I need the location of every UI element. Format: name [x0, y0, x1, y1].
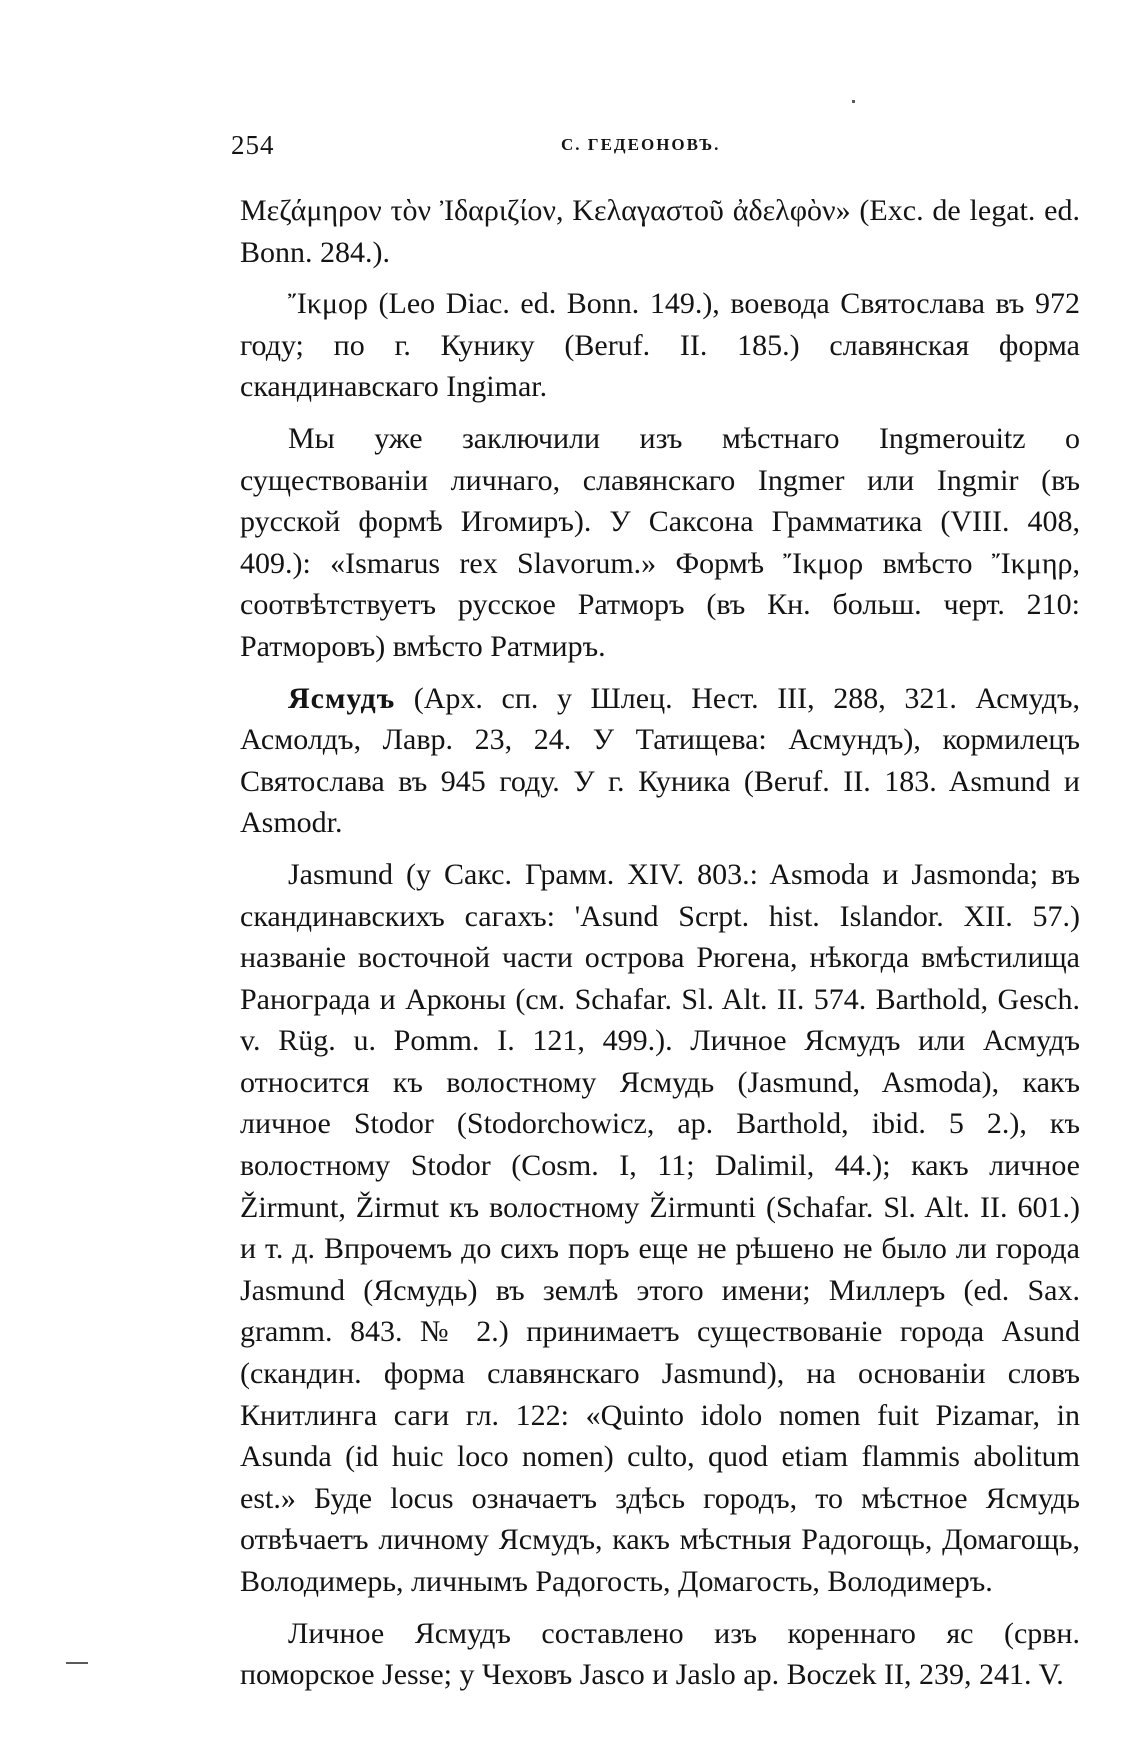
stray-dot-mark [852, 100, 855, 103]
paragraph-jasmund: Jasmund (у Сакс. Грамм. XIV. 803.: Asmoda и Jasmonda; въ скандинавскихъ сагахъ: 'Asund Scrpt. hist. Islandor. XII. 57.) названіе восточной части острова Рюгена, нѣкогда вмѣстилища Ранограда и Арконы (см. Schafar. Sl. Alt. II. 574. Barthold, Gesch. v. Rüg. u. Pomm. I. 121, 499.). Личное Ясмудъ или Асмудъ относится къ волостному Ясмудь (Jasmund, Asmoda), какъ личное Stodor (Stodorchowicz, ap. Barthold, ibid. 5 2.), къ волостному Stodor (Cosm. I, 11; Dalimil, 44.); какъ личное Žirmunt, Žirmut къ волостному Žirmunti (Schafar. Sl. Alt. II. 601.) и т. д. Впрочемъ до сихъ поръ еще не рѣшено не было ли города Jasmund (Ясмудь) въ землѣ этого имени; Миллеръ (ed. Sax. gramm. 843. № 2.) принимаетъ существованіе города Asund (скандин. форма славянскаго Jasmund), на основаніи словъ Книтлинга саги гл. 122: «Quinto idolo nomen fuit Pizamar, in Asunda (id huic loco nomen) culto, quod etiam flammis abolitum est.» Буде locus означаетъ здѣсь городъ, то мѣстное Ясмудь отвѣчаетъ личному Ясмудъ, какъ мѣстныя Радогощь, Домагощь, Володимерь, личнымъ Радогость, Домагость, Володимеръ. [240, 857, 1080, 1598]
page-number: 254 [231, 130, 275, 160]
paragraph-greek-quote: Μεζάμηρον τὸν Ἰδαριζίον, Κελαγαστοῦ ἀδελφὸν» (Exc. de legat. ed. Bonn. 284.). [240, 194, 1080, 269]
entry-headword: Ясмудъ [288, 681, 396, 715]
page-header [231, 130, 971, 170]
entry-body: (Арх. сп. у Шлец. Нест. III, 288, 321. Асмудъ, Асмолдъ, Лавр. 23, 24. У Татищева: Асмундъ), кормилецъ Святослава въ 945 году. У г. Куника (Beruf. II. 183. Asmund и Asmodr. [240, 681, 1080, 840]
paragraph-yasmud-entry [240, 678, 1080, 844]
paragraph-personal-name: Личное Ясмудъ составлено изъ кореннаго яс (срвн. поморское Jesse; у Чеховъ Jasco и Jaslo ap. Boczek II, 239, 241. V. [240, 1616, 1080, 1692]
running-head: С. ГЕДЕОНОВЪ. [561, 135, 721, 154]
paragraph-ingmer: Мы уже заключили изъ мѣстнаго Ingmerouitz о существованіи личнаго, славянскаго Ingmer или Ingmir (въ русской формѣ Игомиръ). У Саксона Грамматика (VIII. 408, 409.): «Ismarus rex Slavorum.» Формѣ Ἴκμορ вмѣсто Ἴκμηρ, соотвѣтствуетъ русское Ратморъ (въ Кн. больш. черт. 210: Ратморовъ) вмѣсто Ратмиръ. [240, 421, 1080, 663]
paragraph-ikmor: Ἴκμορ (Leo Diac. ed. Bonn. 149.), воевода Святослава въ 972 году; по г. Кунику (Beruf. II. 185.) славянская форма скандинавскаго Ingimar. [240, 287, 1080, 404]
stray-dash-mark [66, 1662, 88, 1664]
body-text [240, 190, 1080, 1692]
